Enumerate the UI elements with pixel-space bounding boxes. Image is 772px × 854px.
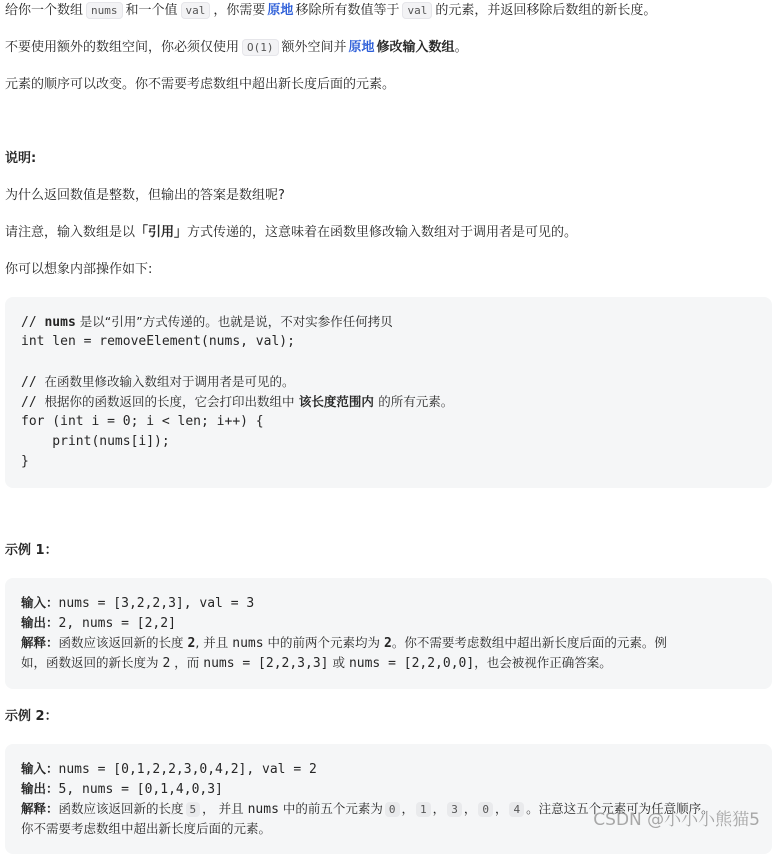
- example-output: 输出：2, nums = [2,2]: [21, 615, 176, 631]
- example-explanation-cont: 如，函数返回的新长度为 2 ，而 nums = [2,2,3,3] 或 nums = [2,2,0,0]，也会被视作正确答案。: [21, 655, 612, 671]
- code-block: [5, 297, 772, 488]
- example-2-heading: 示例 2：: [5, 709, 58, 724]
- example-explanation: 解释：函数应该返回新的长度 2, 并且 nums 中的前两个元素均为 2。你不需要考虑数组中超出新长度后面的元素。例: [21, 635, 667, 651]
- explanation-heading: 说明:: [5, 151, 37, 166]
- text: 给你一个数组: [5, 3, 84, 18]
- inline-code: val: [181, 2, 211, 19]
- code-line: int len = removeElement(nums, val);: [21, 334, 295, 349]
- explanation-paragraph-2: 你可以想象内部操作如下:: [5, 262, 153, 277]
- explanation-paragraph-1: [5, 222, 577, 244]
- emphasis-link[interactable]: 原地: [267, 3, 294, 18]
- bold-text: 修改输入数组: [376, 40, 455, 55]
- text: ，你需要: [213, 3, 266, 18]
- example-1-block: [5, 578, 772, 689]
- explanation-question: 为什么返回数值是整数，但输出的答案是数组呢?: [5, 188, 285, 203]
- inline-code: O(1): [242, 39, 279, 56]
- example-input: 输入：nums = [0,1,2,2,3,0,4,2], val = 2: [21, 761, 317, 777]
- code-line: }: [21, 454, 29, 469]
- example-input: 输入：nums = [3,2,2,3], val = 3: [21, 595, 255, 611]
- intro-paragraph-2: [5, 37, 468, 59]
- code-line: for (int i = 0; i < len; i++) {: [21, 414, 264, 429]
- text: 不要使用额外的数组空间，你必须仅使用: [5, 40, 240, 55]
- text: 方式传递的，这意味着在函数里修改输入数组对于调用者是可见的。: [187, 225, 578, 240]
- example-output: 输出：5, nums = [0,1,4,0,3]: [21, 781, 223, 797]
- text: 的元素，并返回移除后数组的新长度。: [435, 3, 657, 18]
- text: 额外空间并: [281, 40, 347, 55]
- inline-code: val: [402, 2, 432, 19]
- watermark: CSDN @小小小熊猫5: [593, 810, 760, 830]
- emphasis-link[interactable]: 原地: [348, 40, 375, 55]
- bold-text: 「引用」: [135, 225, 188, 240]
- example-explanation-cont: 你不需要考虑数组中超出新长度后面的元素。: [21, 821, 272, 836]
- intro-paragraph-1: [5, 0, 656, 22]
- text: 。: [454, 40, 468, 55]
- inline-code: nums: [86, 2, 123, 19]
- example-1-heading: 示例 1：: [5, 543, 58, 558]
- code-line: // 根据你的函数返回的长度，它会打印出数组中 该长度范围内 的所有元素。: [21, 394, 454, 410]
- example-explanation: 解释：函数应该返回新的长度 5 ， 并且 nums 中的前五个元素为 0 ， 1 ， 3 ， 0 ， 4 。注意这五个元素可为任意顺序。: [21, 801, 714, 817]
- code-line: [21, 352, 756, 372]
- text: 移除所有数值等于: [295, 3, 400, 18]
- code-line: print(nums[i]);: [21, 434, 170, 449]
- intro-paragraph-3: 元素的顺序可以改变。你不需要考虑数组中超出新长度后面的元素。: [5, 77, 396, 92]
- text: 和一个值: [125, 3, 178, 18]
- code-line: // 在函数里修改输入数组对于调用者是可见的。: [21, 374, 295, 390]
- text: 请注意，输入数组是以: [5, 225, 136, 240]
- code-line: // nums 是以“引用”方式传递的。也就是说，不对实参作任何拷贝: [21, 314, 393, 330]
